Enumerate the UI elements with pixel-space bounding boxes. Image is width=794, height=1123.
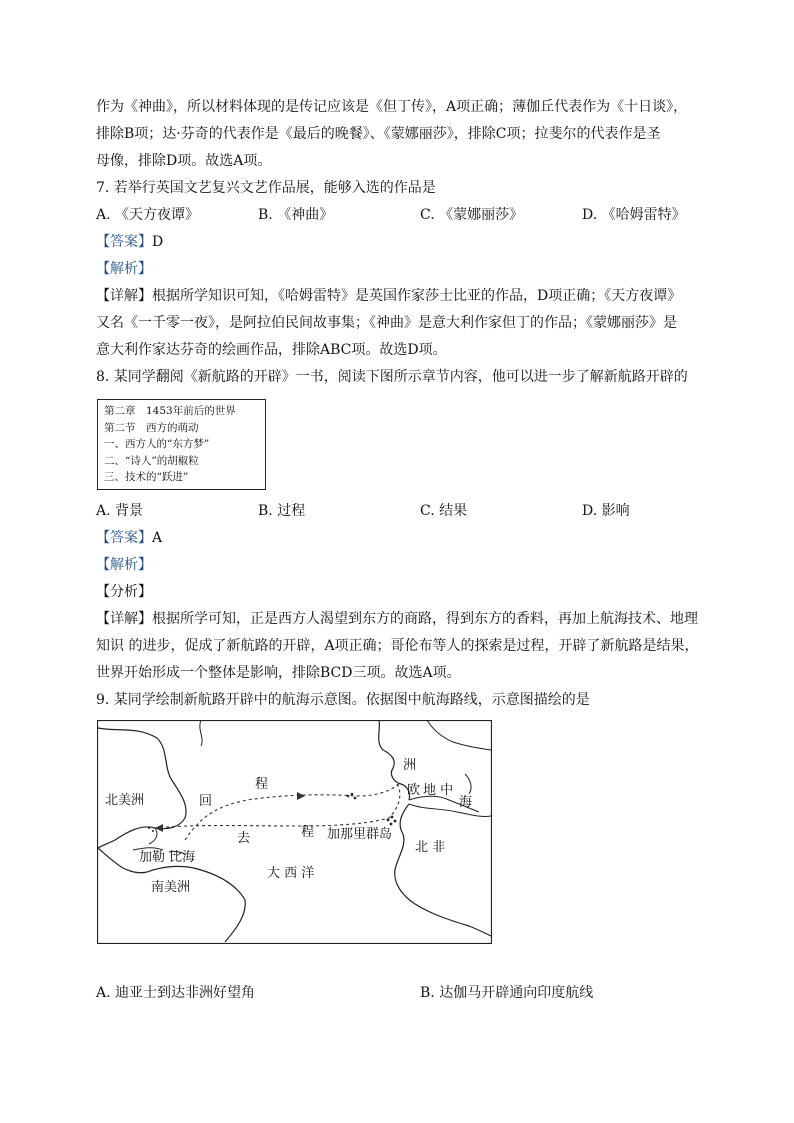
q7-answer-line [96,232,163,252]
q9-option-b: B. 达伽马开辟通向印度航线 [420,985,594,1001]
label-mediterranean: 地 中 [423,783,454,798]
canary-island-4 [390,823,393,826]
q7-option-c: C. 《蒙娜丽莎》 [420,207,524,223]
toc-line-2: 第二节 西方的萌动 [104,421,199,434]
voyage-map [97,720,492,944]
q8-detail-text-1: 根据所学可知，正是西方人渴望到东方的商路，得到东方的香料，再加上航海技术、地理 [152,611,698,627]
label-outbound-cheng: 程 [301,825,315,840]
label-europe-zhou: 洲 [403,758,417,773]
question-8-stem: 8. 某同学翻阅《新航路的开辟》一书，阅读下图所示章节内容，他可以进一步了解新航路开辟的 [96,369,688,385]
toc-line-5: 三、技术的“跃进” [104,471,189,483]
q7-analysis-tag: 【解析】 [96,261,152,277]
label-hai: 海 [459,795,473,810]
q8-option-b: B. 过程 [258,503,306,519]
q8-detail-line-1 [96,609,698,629]
q7-option-b: B. 《神曲》 [258,207,334,223]
voyage-map-svg [97,720,492,944]
label-caribbean: 加勒 比海 [139,850,196,865]
bahamas-island-1 [148,827,150,829]
q7-answer-tag: 【答案】 [96,234,152,250]
q8-fenxi-line [96,582,152,602]
q8-fenxi-tag: 【分析】 [96,584,152,600]
q8-analysis-line [96,555,152,575]
q7-detail-line-3: 意大利作家达芬奇的绘画作品，排除ABC项。故选D项。 [96,342,447,358]
q7-answer: D [152,234,164,250]
bahamas-island-2 [152,830,154,832]
q7-detail-tag: 【详解】 [96,288,152,304]
q8-option-d: D. 影响 [582,503,630,519]
canary-island-2 [391,816,394,819]
q9-option-a: A. 迪亚士到达非洲好望角 [96,985,256,1001]
label-north-america: 北美洲 [105,793,145,808]
q8-analysis-tag: 【解析】 [96,557,152,573]
q8-detail-tag: 【详解】 [96,611,152,627]
canary-island-3 [394,820,397,823]
label-return-hui: 回 [199,794,213,809]
toc-line-1: 第二章 1453年前后的世界 [104,405,236,417]
q7-option-d: D. 《哈姆雷特》 [582,207,686,223]
q7-detail-text-1: 根据所学知识可知，《哈姆雷特》是英国作家莎士比亚的作品，D项正确；《天方夜谭》 [152,288,682,304]
q8-answer-line [96,528,162,548]
azores-island-3 [354,797,357,800]
q8-answer-tag: 【答案】 [96,530,152,546]
q7-option-a: A. 《天方夜谭》 [96,207,200,223]
label-north-africa: 北 非 [415,840,446,855]
q8-detail-line-3: 世界开始形成一个整体是影响，排除BCD三项。故选A项。 [96,665,461,681]
label-outbound-qu: 去 [237,831,251,846]
q8-option-a: A. 背景 [96,503,144,519]
question-9-stem: 9. 某同学绘制新航路开辟中的航海示意图。依据图中航海路线，示意图描绘的是 [96,692,590,708]
toc-line-4: 二、“诗人”的胡椒粒 [104,454,199,467]
q8-answer: A [152,530,163,546]
canary-island-1 [387,819,390,822]
q7-analysis-line [96,259,152,279]
intro-line-2: 排除B项；达·芬奇的代表作是《最后的晚餐》、《蒙娜丽莎》，排除C项；拉斐尔的代表作是圣 [96,126,661,142]
label-canary: 加那里群岛 [327,827,393,842]
q7-detail-line-2: 又名《一千零一夜》，是阿拉伯民间故事集；《神曲》是意大利作家但丁的作品；《蒙娜丽莎》是 [96,315,677,331]
label-atlantic: 大 西 洋 [267,866,315,881]
question-7-stem: 7. 若举行英国文艺复兴文艺作品展，能够入选的作品是 [96,180,436,196]
intro-line-3: 母像，排除D项。故选A项。 [96,153,272,169]
q7-detail-line-1 [96,286,681,306]
label-south-america: 南美洲 [151,880,191,895]
label-europe-ou: 欧 [407,783,421,798]
chapter-toc-box [97,399,266,490]
toc-line-3: 一、西方人的“东方梦” [104,438,210,450]
q8-detail-line-2: 知识 的进步，促成了新航路的开辟，A项正确；哥伦布等人的探索是过程，开辟了新航路是结果， [96,638,699,654]
label-return-cheng: 程 [255,777,269,792]
q8-option-c: C. 结果 [420,503,468,519]
azores-island-2 [351,793,354,796]
intro-line-1: 作为《神曲》，所以材料体现的是传记应该是《但丁传》，A项正确；薄伽丘代表作为《十日谈》， [96,99,688,115]
